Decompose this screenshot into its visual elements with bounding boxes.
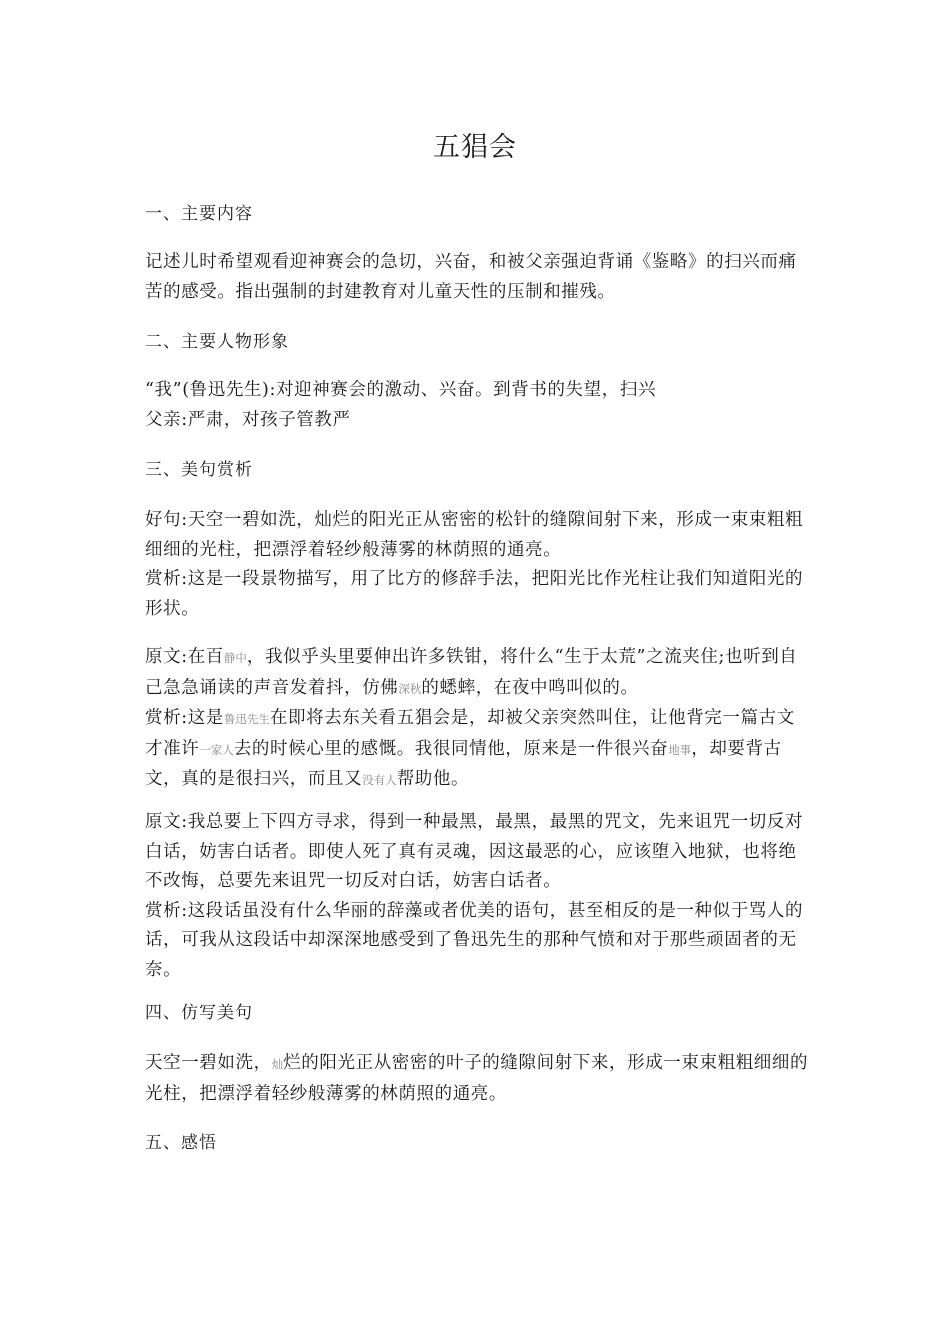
heading-characters: 二、主要人物形象	[145, 332, 289, 352]
heading-reflection: 五、感悟	[145, 1133, 217, 1153]
imitation-part: 天空一碧如洗，	[145, 1053, 272, 1073]
original-text-3: 原文:我总要上下四方寻求，得到一种最黑，最黑，最黑的咒文，先来诅咒一切反对白话，妨害白话者。即使人死了真有灵魂，因这最恶的心，应该堕入地狱，也将绝不改悔，总要先来诅咒一切反对白话，妨害白话者。	[145, 812, 804, 891]
character-father: 父亲:严肃，对孩子管教严	[145, 409, 351, 430]
analysis-2-part: 在即将去东关看五猖会是，却被父亲突然叫住，让他背完一篇古文才准许	[145, 708, 795, 759]
paragraph-main-content	[145, 248, 810, 307]
analysis-2-part: 去的时候心里的感慨。我很同情他，原来是一件很兴奋	[233, 738, 669, 759]
analysis-2	[145, 704, 810, 796]
imitation-sentence	[145, 1049, 810, 1109]
original-2-part: 的蟋蟀，在夜中鸣叫似的。	[421, 677, 639, 698]
analysis-2-part: 帮助他。	[396, 769, 470, 789]
main-content-text: 记述儿时希望观看迎神赛会的急切，兴奋，和被父亲强迫背诵《鉴略》的扫兴而痛苦的感受。指出强制的封建教育对儿童天性的压制和摧残。	[145, 252, 797, 302]
original-text-2	[145, 643, 810, 704]
good-sentence: 好句:天空一碧如洗，灿烂的阳光正从密密的松针的缝隙间射下来，形成一束束粗粗细细的光柱，把漂浮着轻纱般薄雾的林荫照的通亮。	[145, 510, 804, 560]
analysis-1: 赏析:这是一段景物描写，用了比方的修辞手法，把阳光比作光柱让我们知道阳光的形状。	[145, 569, 804, 619]
inline-note: 鲁迅先生	[223, 712, 270, 726]
document-title: 五猖会	[433, 132, 517, 163]
imitation-part: 烂的阳光正从密密的叶子的缝隙间射下来，形成一束束粗粗细细的光柱，把漂浮着轻纱般薄雾的林荫照的通亮。	[145, 1053, 809, 1104]
paragraph-characters	[145, 376, 810, 435]
heading-sentence-appreciation: 三、美句赏析	[145, 460, 253, 480]
appreciation-block-2	[145, 643, 810, 796]
heading-imitation: 四、仿写美句	[145, 1003, 253, 1023]
analysis-2-part: ，却要背古文，真的是很扫兴，而且又	[145, 738, 782, 789]
heading-main-content: 一、主要内容	[145, 204, 253, 224]
inline-note: 没有人	[362, 773, 397, 787]
inline-note: 一家人	[199, 742, 234, 757]
inline-note: 深秋	[398, 681, 422, 696]
analysis-2-part: 赏析:这是	[145, 708, 224, 728]
character-me: “我”(鲁迅先生):对迎神赛会的激动、兴奋。到背书的失望，扫兴	[145, 380, 657, 400]
original-2-part: ，我似乎头里要伸出许多铁钳，将什么“生于太荒”之流夹住;也听到自己急急诵读的声音发着抖，仿佛	[145, 647, 798, 698]
inline-note: 地事	[668, 742, 692, 757]
original-2-part: 原文:在百	[145, 647, 224, 667]
analysis-3: 赏析:这段话虽没有什么华丽的辞藻或者优美的语句，甚至相反的是一种似于骂人的话，可我从这段话中却深深地感受到了鲁迅先生的那种气愤和对于那些顽固者的无奈。	[145, 900, 804, 980]
appreciation-block-1	[145, 506, 810, 624]
paragraph-imitation	[145, 1049, 810, 1109]
inline-note: 灿	[271, 1057, 284, 1071]
inline-note: 静中	[223, 651, 247, 665]
appreciation-block-3	[145, 808, 810, 985]
